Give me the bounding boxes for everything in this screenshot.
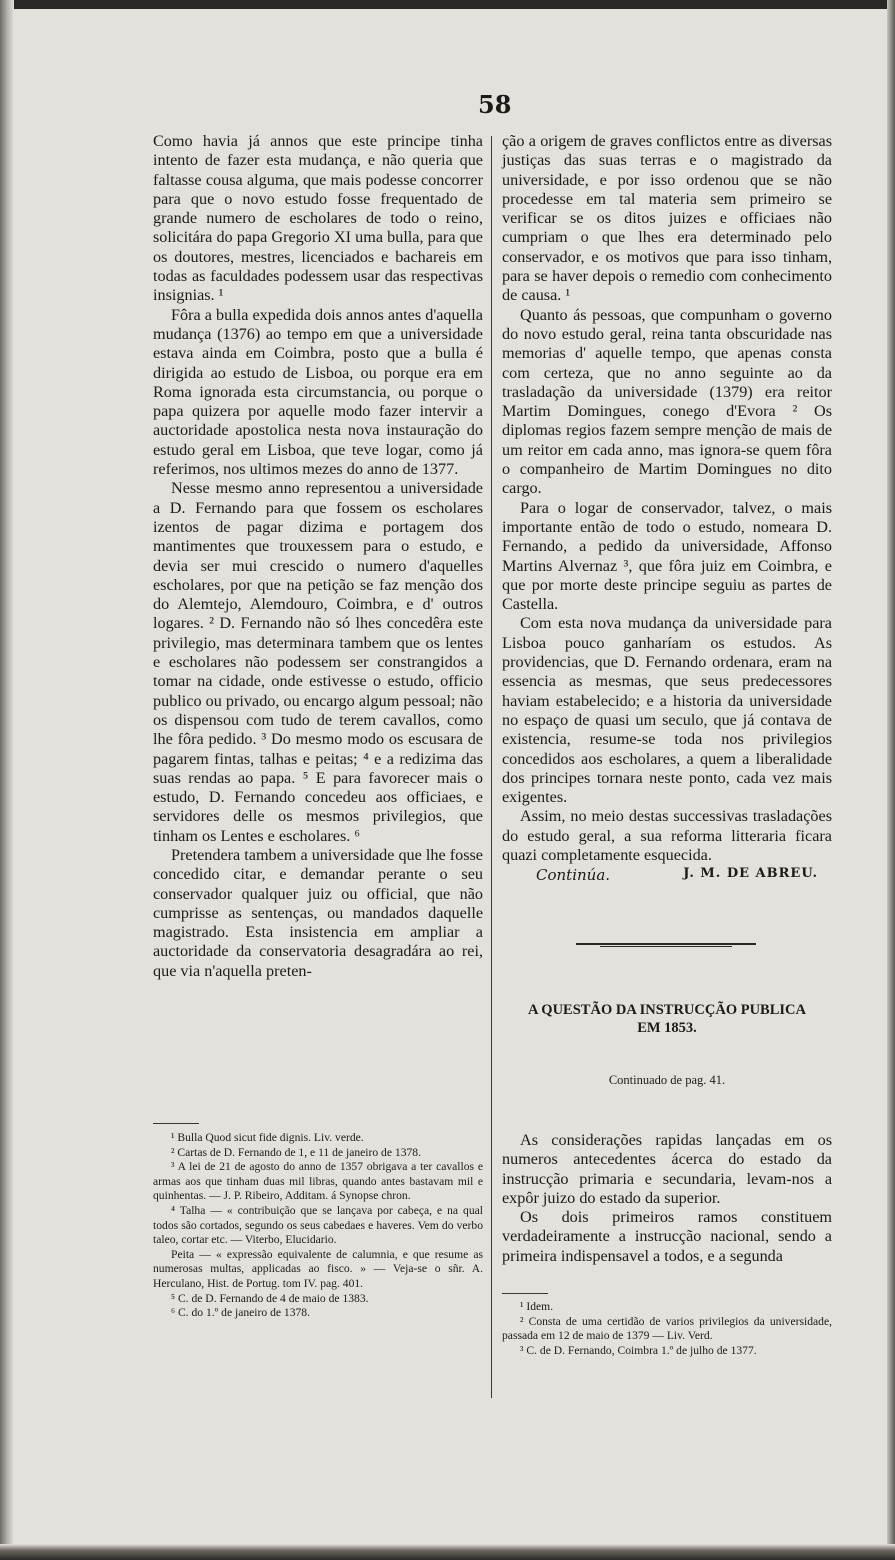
left-footnotes [153,1131,483,1321]
right-paragraph-2: Quanto ás pessoas, que compunham o governo do novo estudo geral, reina tanta obscuridade nas memorias d' aquelle tempo, que apenas consta com certeza, que no anno seguinte ao da trasladação da universidade (1379) era reitor Martim Domingues, conego d'Evora ² Os diplomas regios fazem sempre menção de mais de um reitor em cada anno, mas ignora-se quem fôra o companheiro de Martim Domingues no dito cargo. [502,305,832,498]
left-footnote-1: ¹ Bulla Quod sicut fide dignis. Liv. verde. [171,1131,364,1144]
right-column [502,132,832,865]
scan-left-edge [0,0,14,1560]
left-footnote-4b: Peita — « expressão equivalente de calumnia, e que resume as numerosas multas, applicadas ao fisco. » — Veja-se o sñr. A. Herculano, Hist. de Portug. tom IV. pag. 401. [153,1247,483,1290]
left-column [153,132,483,981]
scan-top-edge [0,0,895,9]
article-title-line-2: EM 1853. [637,1020,697,1036]
right-paragraph-4: Com esta nova mudança da universidade para Lisboa pouco ganharíam os estudos. As providencias, que D. Fernando ordenara, eram na essencia as mesmas, que seus predecessores haviam estabelecido; e a historia da universidade no espaço de quasi um seculo, que já contava de existencia, resume-se toda nos privilegios concedidos aos escholares, a quem a liberalidade dos principes tornara neste ponto, cada vez mais exigentes. [502,614,832,807]
article-body [502,1131,832,1266]
left-footnote-rule [153,1123,199,1124]
right-footnote-rule [502,1293,548,1294]
left-footnote-5: ⁵ C. de D. Fernando de 4 de maio de 1383. [171,1291,369,1305]
right-footnote-1: ¹ Idem. [520,1300,554,1313]
scan-bottom-edge [0,1544,895,1560]
left-paragraph-1: Como havia já annos que este principe tinha intento de fazer esta mudança, e não queria que faltasse cousa alguma, que mais podesse concorrer para que o novo estudo fosse frequentado de grande numero de escholares de todo o reino, solicitára do papa Gregorio XI uma bulla, para que os doutores, mestres, licenciados e bachareis em todas as faculdades podessem usar das respectivas insignias. ¹ [153,132,483,305]
left-footnote-6: ⁶ C. do 1.º de janeiro de 1378. [171,1306,311,1320]
right-paragraph-3: Para o logar de conservador, talvez, o mais importante então de todo o estudo, nomeara D. Fernando, a pedido da universidade, Affonso Martins Alvernaz ³, que fôra juiz em Coimbra, e que por morte deste principe seguiu as partes de Castella. [502,498,832,614]
page-number: 58 [478,90,512,119]
article-heading [502,1001,832,1037]
right-paragraph-1: ção a origem de graves conflictos entre as diversas justiças das suas terras e o magistrado da universidade, e por isso ordenou que se não procedesse em tal materia sem primeiro se verificar se os ditos juizes e officiaes não cumpriam o que lhes era determinado pelo conservador, e os motivos que para isso tinham, para se haver depois o remedio com conhecimento de causa. ¹ [502,132,832,305]
section-separator-thin [600,946,732,947]
right-footnote-2: ² Consta de uma certidão de varios privilegios da universidade, passada em 12 de maio de 1379 — Liv. Verd. [502,1314,832,1343]
left-footnote-2: ² Cartas de D. Fernando de 1, e 11 de janeiro de 1378. [171,1145,421,1159]
left-paragraph-2: Fôra a bulla expedida dois annos antes d'aquella mudança (1376) ao tempo em que a universidade estava ainda em Coimbra, posto que a bulla é dirigida ao estudo de Lisboa, ou porque era em Roma ignorada esta circumstancia, ou porque o papa quizera por aquelle modo fazer intervir a auctoridade apostolica nesta nova instauração do estudo geral em Lisboa, que teve logar, como já referimos, nos ultimos mezes do anno de 1377. [153,305,483,479]
left-footnote-4: ⁴ Talha — « contribuição que se lançava por cabeça, e na qual todos são cortados, segundo os seus cabedaes e haveres. Vem do verbo taleo, cortar etc. — Viterbo, Elucidario. [153,1203,483,1247]
right-footnote-3: ³ C. de D. Fernando, Coimbra 1.º de julho de 1377. [520,1343,757,1357]
article-signature [502,866,832,886]
section-separator [576,943,756,945]
continua-label: Continúa. [536,866,611,884]
scan-right-edge [887,0,895,1560]
author-name: J. M. DE ABREU. [683,866,818,881]
right-footnotes [502,1300,832,1358]
left-paragraph-4: Pretendera tambem a universidade que lhe fosse concedido citar, e demandar perante o seu conservador qualquer juiz ou official, que não cumprisse as sentenças, ou mandados daquelle magistrado. Esta insistencia em ampliar a auctoridade da conservatoria desagradára ao rei, que via n'aquella preten- [153,845,483,980]
article-paragraph-2: Os dois primeiros ramos constituem verdadeiramente a instrucção nacional, sendo a primeira indispensavel a todos, e a segunda [502,1208,832,1265]
article-paragraph-1: As considerações rapidas lançadas em os numeros antecedentes ácerca do estado da instrucção primaria e secundaria, levam-nos a expôr juizo do estado da superior. [502,1131,832,1207]
continued-note: Continuado de pag. 41. [608,1073,726,1087]
left-footnote-3: ³ A lei de 21 de agosto do anno de 1357 obrigava a ter cavallos e armas aos que tinham duas mil libras, quando antes bastavam mil e quinhentas. — J. P. Ribeiro, Additam. á Synopse chron. [153,1160,483,1203]
article-title-line-1: A QUESTÃO DA INSTRUCÇÃO PUBLICA [528,1002,806,1018]
column-divider [491,136,492,1398]
left-paragraph-3: Nesse mesmo anno representou a universidade a D. Fernando para que fossem os escholares izentos de pagar dizima e portagem dos mantimentes que trouxessem para o estudo, e devia ser mui crescido o numero d'aquelles escholares, por que na petição se faz menção dos do Alemtejo, Alemdouro, Coimbra, e d' outros logares. ² D. Fernando não só lhes concedêra este privilegio, mas determinara tambem que os lentes e escholares não podessem ser constrangidos a tomar na cidade, onde estivesse o estudo, officio publico ou privado, ou encargo algum pessoal; não os dispensou com tudo de terem cavallos, como lhe fôra pedido. ³ Do mesmo modo os escusara de pagarem fintas, talhas e peitas; ⁴ e a redizima das suas rendas ao papa. ⁵ E para favorecer mais o estudo, D. Fernando concedeu aos officiaes, e servidores delle os mesmos privilegios, que tinham os Lentes e escholares. ⁶ [153,479,483,845]
right-paragraph-5: Assim, no meio destas successivas trasladações do estudo geral, a sua reforma litteraria ficara quazi completamente esquecida. [502,807,832,864]
